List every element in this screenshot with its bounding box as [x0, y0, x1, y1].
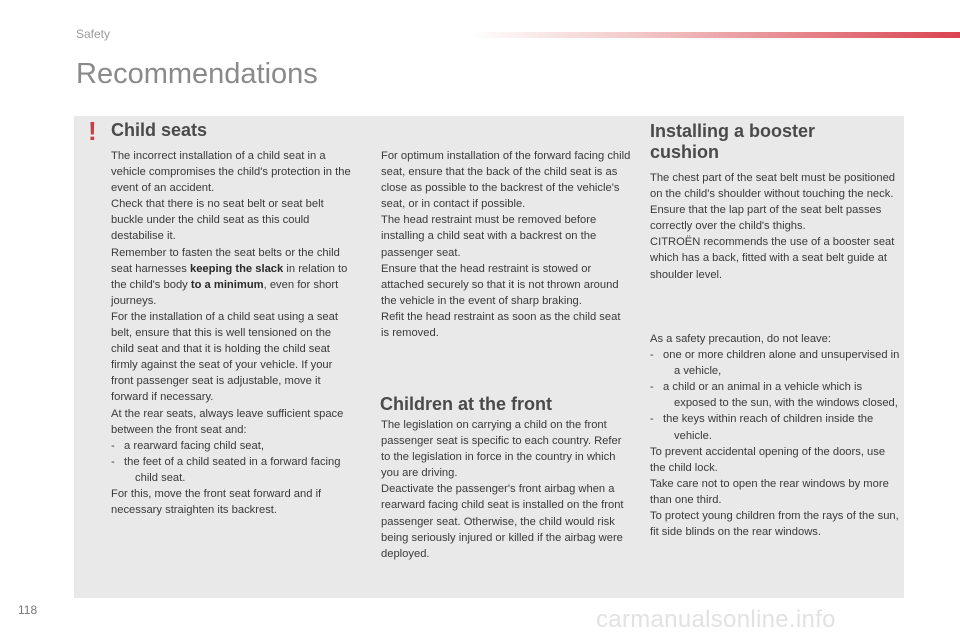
child-seats-column-1 — [111, 148, 351, 518]
booster-heading: Installing a booster cushion — [650, 121, 816, 162]
page-title: Recommendations — [76, 58, 318, 90]
emphasis-text: keeping the slack — [189, 262, 284, 275]
paragraph: Take care not to open the rear windows by more than one third. — [650, 477, 889, 506]
page-number: 118 — [18, 603, 38, 617]
paragraph: The legislation on carrying a child on the front passenger seat is specific to each country. Refer to the legislation in force in the country in which you are driving. — [381, 419, 622, 480]
child-seats-column-2 — [381, 148, 631, 341]
warning-icon: ! — [88, 116, 97, 146]
header-accent-bar — [470, 32, 960, 38]
paragraph: CITROËN recommends the use of a booster seat which has a back, fitted with a seat belt guide at shoulder level. — [650, 236, 895, 281]
safety-precautions-text — [650, 331, 900, 540]
children-front-text — [381, 417, 631, 562]
paragraph: To protect young children from the rays of the sun, fit side blinds on the rear windows. — [650, 510, 899, 539]
emphasis-text: to a minimum — [190, 278, 264, 291]
paragraph: As a safety precaution, do not leave: — [650, 333, 831, 345]
paragraph: Ensure that the head restraint is stowed or attached securely so that it is not thrown around the vehicle in the event of sharp braking. — [381, 262, 619, 307]
watermark: carmanualsonline.info — [596, 606, 836, 633]
paragraph: For the installation of a child seat using a seat belt, ensure that this is well tensioned on the child seat and that it is holding the child seat firmly against the seat of your vehicle. If your front passenger seat is adjustable, move it forward if necessary. — [111, 310, 338, 404]
paragraph: At the rear seats, always leave sufficient space between the front seat and: — [111, 407, 344, 436]
list-item: - one or more children alone and unsupervised in a vehicle, — [650, 349, 900, 378]
paragraph: The chest part of the seat belt must be positioned on the child's shoulder without touching the neck. — [650, 172, 896, 201]
paragraph: For this, move the front seat forward and if necessary straighten its backrest. — [111, 487, 322, 517]
list-item: - the feet of a child seated in a forward facing child seat. — [111, 455, 341, 484]
paragraph: Check that there is no seat belt or seat belt buckle under the child seat as this could destabilise it. — [111, 198, 324, 243]
paragraph: The head restraint must be removed before installing a child seat with a backrest on the passenger seat. — [381, 214, 597, 259]
list-item: - a child or an animal in a vehicle which is exposed to the sun, with the windows closed, — [650, 381, 898, 410]
children-front-heading: Children at the front — [380, 394, 552, 414]
paragraph: For optimum installation of the forward facing child seat, ensure that the back of the child seat is as close as possible to the backrest of the vehicle's seat, or in contact if possible. — [381, 150, 631, 211]
paragraph: Ensure that the lap part of the seat belt passes correctly over the child's thighs. — [650, 204, 882, 233]
booster-text — [650, 170, 900, 283]
child-seats-heading: Child seats — [111, 120, 208, 140]
paragraph: Remember to fasten the seat belts or the child seat harnesses keeping the slack in relation to the child's body to a minimum, even for short journeys. — [111, 246, 348, 307]
list-item: - a rearward facing child seat, — [111, 439, 264, 452]
section-label: Safety — [76, 27, 111, 41]
paragraph: The incorrect installation of a child seat in a vehicle compromises the child's protection in the event of an accident. — [111, 150, 351, 195]
list-item: - the keys within reach of children inside the vehicle. — [650, 413, 874, 442]
paragraph: Refit the head restraint as soon as the child seat is removed. — [381, 310, 621, 340]
paragraph: Deactivate the passenger's front airbag when a rearward facing child seat is installed on the front passenger seat. Otherwise, the child would risk being seriously injured or killed if the airbag were deployed. — [381, 483, 624, 560]
paragraph: To prevent accidental opening of the doors, use the child lock. — [650, 445, 886, 474]
